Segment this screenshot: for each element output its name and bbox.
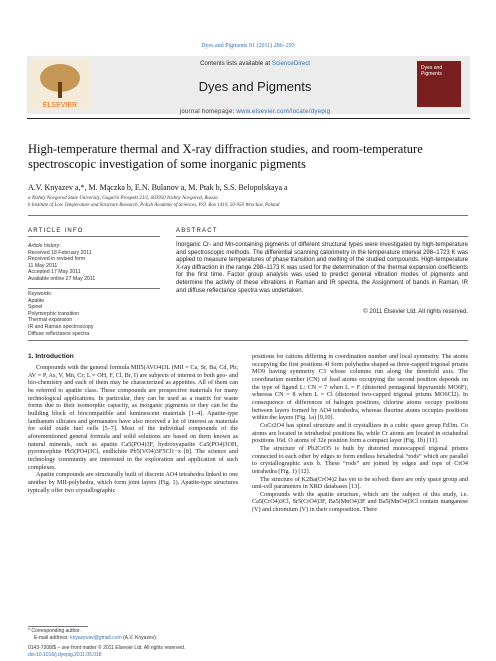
email-link[interactable]: knyazevav@gmail.com <box>70 634 122 641</box>
affiliation-divider <box>28 215 468 216</box>
body-column-left <box>28 364 238 494</box>
body-paragraph: The structure of K2Ba(CrO4)2 has yet to be solved: there are only space group and unit-cell parameters in XRD databases [13]. <box>252 475 468 491</box>
abstract-heading: ABSTRACT <box>176 228 218 234</box>
history-received: Received 18 February 2011 <box>28 249 92 256</box>
sciencedirect-link[interactable]: ScienceDirect <box>271 60 311 67</box>
history-label: Article history: <box>28 243 61 249</box>
affiliation-a: a Nizhny Novgorod State University, Gagarin Prospekt 23/2, 603950 Nizhny Novgorod, Russia <box>28 196 218 201</box>
contents-line <box>96 60 414 67</box>
section-heading-introduction: 1. Introduction <box>28 353 74 360</box>
footnote-email <box>34 635 157 641</box>
elsevier-tree-logo <box>29 60 91 110</box>
keyword-item: Polymorphic transition <box>28 310 80 317</box>
abstract-divider <box>176 236 468 237</box>
body-paragraph: Compounds with the general formula MII5(AVO4)3L (MII = Ca, Sr, Ba, Cd, Pb; AV = P, As, V, Mn, Cr; L = OH, F, Cl, Br, I) are subjects of interest to both geo- and bio-chemistry and each of them may be characterized as appetites. All of them can be referred to apatite class. These compounds are prospective materials for many technological applications. In particular, they can be used as a matrix for waste forms due to their isomorphic capacity, as inorganic pigments or they can be the building block of biocompatible and luminescent materials [1–4]. Apatite-type lanthanum silicates and germanates have also received a lot of interest as materials for solid oxide fuel cells [5–7]. Most of the individual compounds of the aforementioned general formula and solid solutions are based on them known as natural minerals, such as apatite Ca5(PO4)3F, hydroxyapatite Ca5(PO4)3OH, pyromorphite Pb5(PO4)3Cl, endlichite Pb5(VO4)3F5Cl1−x [8]. The science and technology community are interested in the exploration and application of such complexes. <box>28 364 238 471</box>
history-revised-date: 11 May 2011 <box>28 262 58 269</box>
article-info-heading: ARTICLE INFO <box>28 228 84 234</box>
body-paragraph: CoCr2O4 has spinel structure and it crystallizes in a cubic space group Fd3m. Co atoms are located in tetrahedral positions 8a, while Cr atoms are located in octahedral positions 16d. O atoms of 32e position form a compact layer (Fig. 1b) [11]. <box>252 421 468 445</box>
journal-title: Dyes and Pigments <box>198 79 312 94</box>
doi-link[interactable]: doi:10.1016/j.dyepig.2011.05.018 <box>28 651 102 658</box>
keyword-item: Spinel <box>28 304 43 311</box>
journal-citation: Dyes and Pigments 91 (2011) 286–293 <box>201 43 295 49</box>
contents-prefix: Contents lists available at <box>199 60 271 67</box>
email-suffix: (A.V. Knyazev). <box>123 634 158 641</box>
history-online: Available online 27 May 2011 <box>28 276 96 282</box>
journal-cover-thumbnail <box>417 61 461 107</box>
keyword-item: Apatite <box>28 297 45 304</box>
cover-title: Dyes and Pigments <box>421 65 443 77</box>
author-list: A.V. Knyazev a,*, M. Mączka b, E.N. Bulanov a, M. Ptak b, S.S. Belopolskaya a <box>28 183 288 192</box>
body-column-right <box>252 353 468 514</box>
body-paragraph: Compounds with the apatite structure, which are the subject of this study, i.e. Ca5(CrO4)3Cl, Sr5(CrO4)3F, Ba5(MnO4)3F and Ba5(MnO4)3Cl contain manganese (V) and chromium (V) in their composition. There <box>252 490 468 514</box>
homepage-prefix: journal homepage: <box>179 109 235 115</box>
journal-homepage <box>96 109 414 115</box>
keyword-item: IR and Raman spectroscopy <box>28 324 94 330</box>
publisher-name: ELSEVIER <box>42 102 78 109</box>
keywords-divider <box>28 288 160 289</box>
article-title: High-temperature thermal and X-ray diffraction studies, and room-temperature spectroscopic investigation of some inorganic pigments <box>28 142 423 171</box>
history-accepted: Accepted 17 May 2011 <box>28 269 81 276</box>
email-label: E-mail address: <box>34 634 69 641</box>
abstract-text: Inorganic Cr- and Mn-containing pigments of different structural types were investigated by high-temperature and spectroscopic methods. The differential scanning calorimetry in the temperature interval 298–1723 K was applied to measure temperatures of phase transition and melting of the studied compounds. High-temperature X-ray diffraction in the range 298–1173 K was used for the determination of the thermal expansion coefficients for the first time. Factor group analysis was used to predict general vibration modes of pigments and determine the activity of these vibrations in Raman and IR spectra, the Assignment of bands in Raman, IR and diffuse reflectance spectra was undertaken. <box>176 242 468 294</box>
abstract-copyright: © 2011 Elsevier Ltd. All rights reserved. <box>363 309 468 315</box>
history-revised: Received in revised form <box>28 256 86 263</box>
keyword-item: Thermal expansion <box>28 317 73 324</box>
header-rule <box>27 118 470 119</box>
issn-line: 0143-7208/$ – see front matter © 2011 Elsevier Ltd. All rights reserved. <box>28 645 186 651</box>
homepage-link[interactable]: www.elsevier.com/locate/dyepig <box>236 109 331 115</box>
affiliation-b: b Institute of Low Temperature and Structure Research, Polish Academy of Sciences, P.O. Box 1410, 50-950 Wroclaw, Poland <box>28 203 280 208</box>
keywords-label: Keywords: <box>28 291 53 297</box>
keyword-item: Diffuse reflectance spectra <box>28 330 90 337</box>
footnote-corresponding: * Corresponding author. <box>28 628 81 634</box>
body-paragraph: Apatite compounds are structurally built of discrete AO4 tetrahedra linked to one another by MII-polyhedra, which form joint layers (Fig. 1). Apatite-type structures typically offer two crystallographic <box>28 471 238 494</box>
front-matter-divider <box>28 340 468 341</box>
body-paragraph: positions for cations differing in coordination number and local symmetry. The atoms occupying the first positions 4f form polyhedra shaped as three-capped trigonal prisms MO9 having symmetry C3 whose columns run along the threefold axis. The coordination number (CN) of lead atoms occupying the second position depends on the type of ligand L: CN = 7 when L = F (distorted pentagonal bipyramids MO6F), whereas CN = 8 when L = Cl (distorted two-capped trigonal prisms MO6Cl2). In consequence of differences of halogen positions, chlorine atoms occupy positions between layers formed by AO4 tetrahedra, whereas fluorine atoms occupies positions within the layers (Fig. 1a) [9,10]. <box>252 353 468 422</box>
footnote-rule <box>28 626 88 627</box>
body-paragraph: The structure of Pb2CrO5 is built by distorted monocapped trigonal prisms connected to each other by edges to form endless hexahedral “rods” which are parallel to crystallographic axis b. These “rods” are joined by edges and tops of CrO4 tetrahedra (Fig. 1) [12]. <box>252 444 468 475</box>
info-divider <box>28 236 160 237</box>
